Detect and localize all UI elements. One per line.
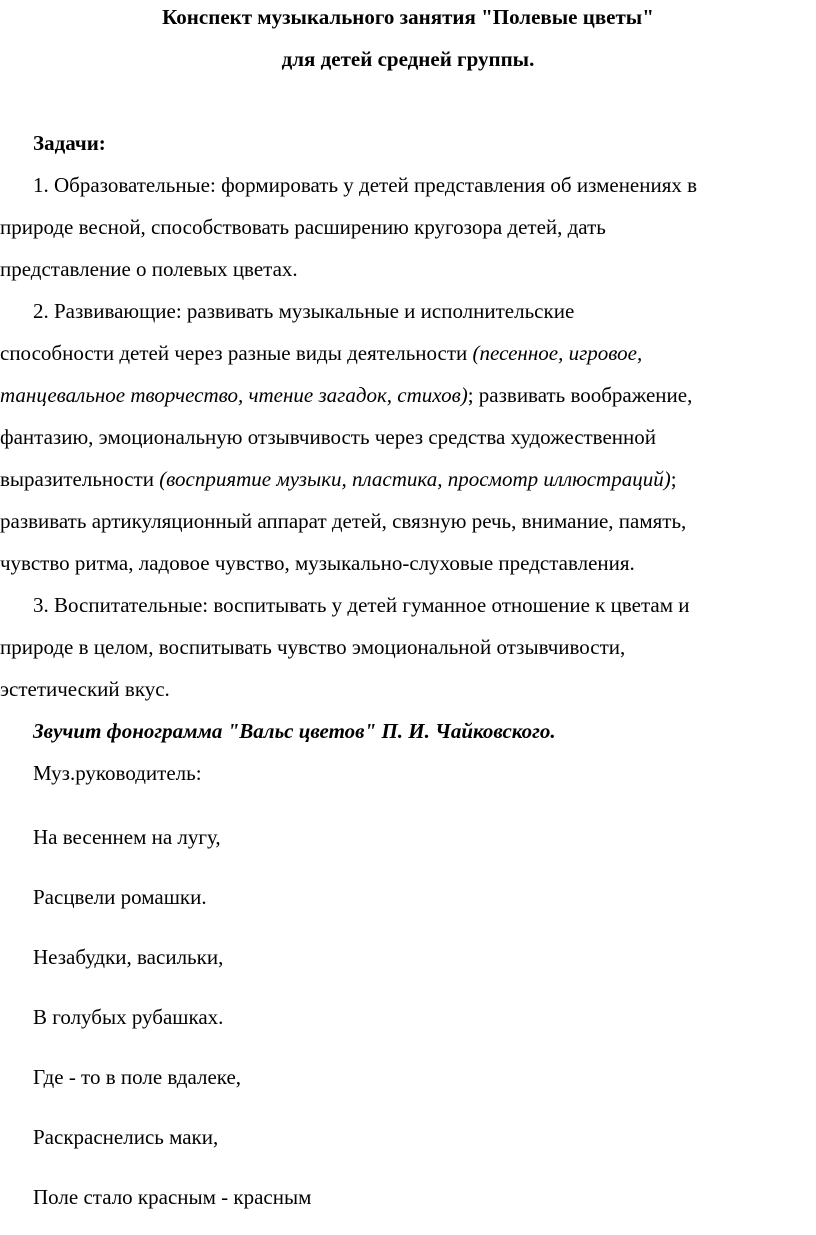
task-2-line-6: развивать артикуляционный аппарат детей, связную речь, внимание, память,: [0, 509, 687, 533]
task-2-line-7: чувство ритма, ладовое чувство, музыкально-слуховые представления.: [0, 551, 635, 575]
task-2-line-3: [0, 383, 692, 407]
task-3-line-1: 3. Воспитательные: воспитывать у детей гуманное отношение к цветам и: [33, 593, 690, 617]
poem-line: Незабудки, васильки,: [33, 945, 224, 969]
poem-line: Раскраснелись маки,: [33, 1125, 219, 1149]
task-3-line-2: природе в целом, воспитывать чувство эмоциональной отзывчивости,: [0, 635, 626, 659]
document-title-line-1: Конспект музыкального занятия "Полевые цветы": [162, 5, 654, 29]
task-2-line-4: фантазию, эмоциональную отзывчивость через средства художественной: [0, 425, 657, 449]
poem-line: Где - то в поле вдалеке,: [33, 1065, 242, 1089]
poem-line: Расцвели ромашки.: [33, 885, 207, 909]
task-2-line-5-end: ;: [670, 467, 677, 491]
task-2-line-1: 2. Развивающие: развивать музыкальные и исполнительские: [33, 299, 575, 323]
music-cue: Звучит фонограмма "Вальс цветов" П. И. Чайковского.: [33, 719, 556, 743]
tasks-heading: Задачи:: [33, 131, 106, 155]
task-1-line-2: природе весной, способствовать расширению кругозора детей, дать: [0, 215, 606, 239]
task-2-line-3-italic: танцевальное творчество, чтение загадок, стихов): [0, 383, 468, 407]
document-title-line-2: для детей средней группы.: [281, 47, 535, 71]
task-2-line-2-italic: (песенное, игровое,: [472, 341, 643, 365]
poem-line: Поле стало красным - красным: [33, 1185, 312, 1209]
task-1-line-3: представление о полевых цветах.: [0, 257, 298, 281]
task-2-line-3-text: ; развивать воображение,: [467, 383, 693, 407]
poem-line: В голубых рубашках.: [33, 1005, 224, 1029]
task-2-line-5-italic: (восприятие музыки, пластика, просмотр иллюстраций): [159, 467, 671, 491]
task-3-line-3: эстетический вкус.: [0, 677, 170, 701]
poem-line: На весеннем на лугу,: [33, 825, 221, 849]
task-2-line-2-text: способности детей через разные виды деятельности: [0, 341, 473, 365]
task-2-line-5: [0, 467, 677, 491]
task-1-line-1: 1. Образовательные: формировать у детей представления об изменениях в: [33, 173, 698, 197]
task-2-line-5-text: выразительности: [0, 467, 160, 491]
speaker-label: Муз.руководитель:: [33, 761, 202, 785]
task-2-line-2: [0, 341, 642, 365]
